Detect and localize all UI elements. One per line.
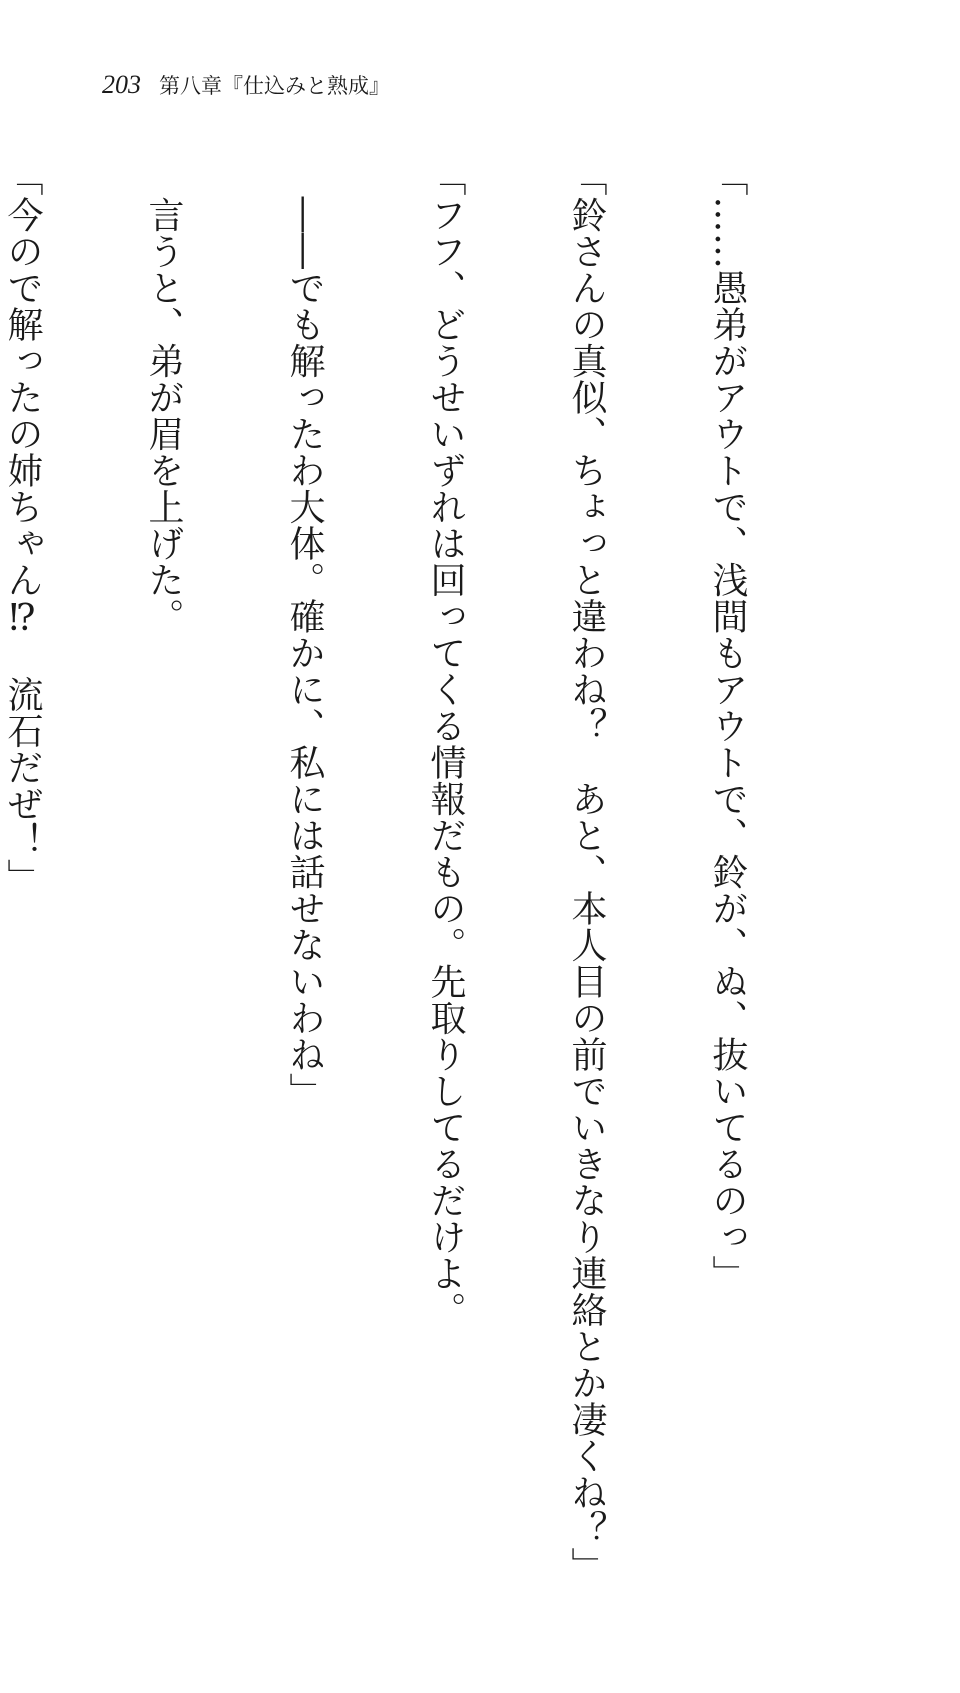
text-line: 言うと、弟が眉を上げた。 [143, 160, 184, 635]
text-line: 「……愚弟がアウトで、浅間もアウトで、鈴が、ぬ、抜いてるのっ」 [707, 160, 748, 1292]
page-number: 203 [102, 70, 141, 99]
text-line: 「今ので解ったの姉ちゃん⁉ 流石だぜ！」 [2, 160, 43, 895]
vertical-body-text [0, 160, 845, 1584]
running-header [102, 70, 390, 110]
text-line: ――でも解ったわ大体。確かに、私には話せないわね」 [284, 160, 325, 1109]
chapter-title: 第八章『仕込みと熟成』 [159, 74, 390, 98]
text-line: 「鈴さんの真似、ちょっと違わね？ あと、本人目の前でいきなり連絡とか凄くね？」 [566, 160, 607, 1584]
text-line: 「フフ、どうせいずれは回ってくる情報だもの。先取りしてるだけよ。 [425, 160, 466, 1328]
